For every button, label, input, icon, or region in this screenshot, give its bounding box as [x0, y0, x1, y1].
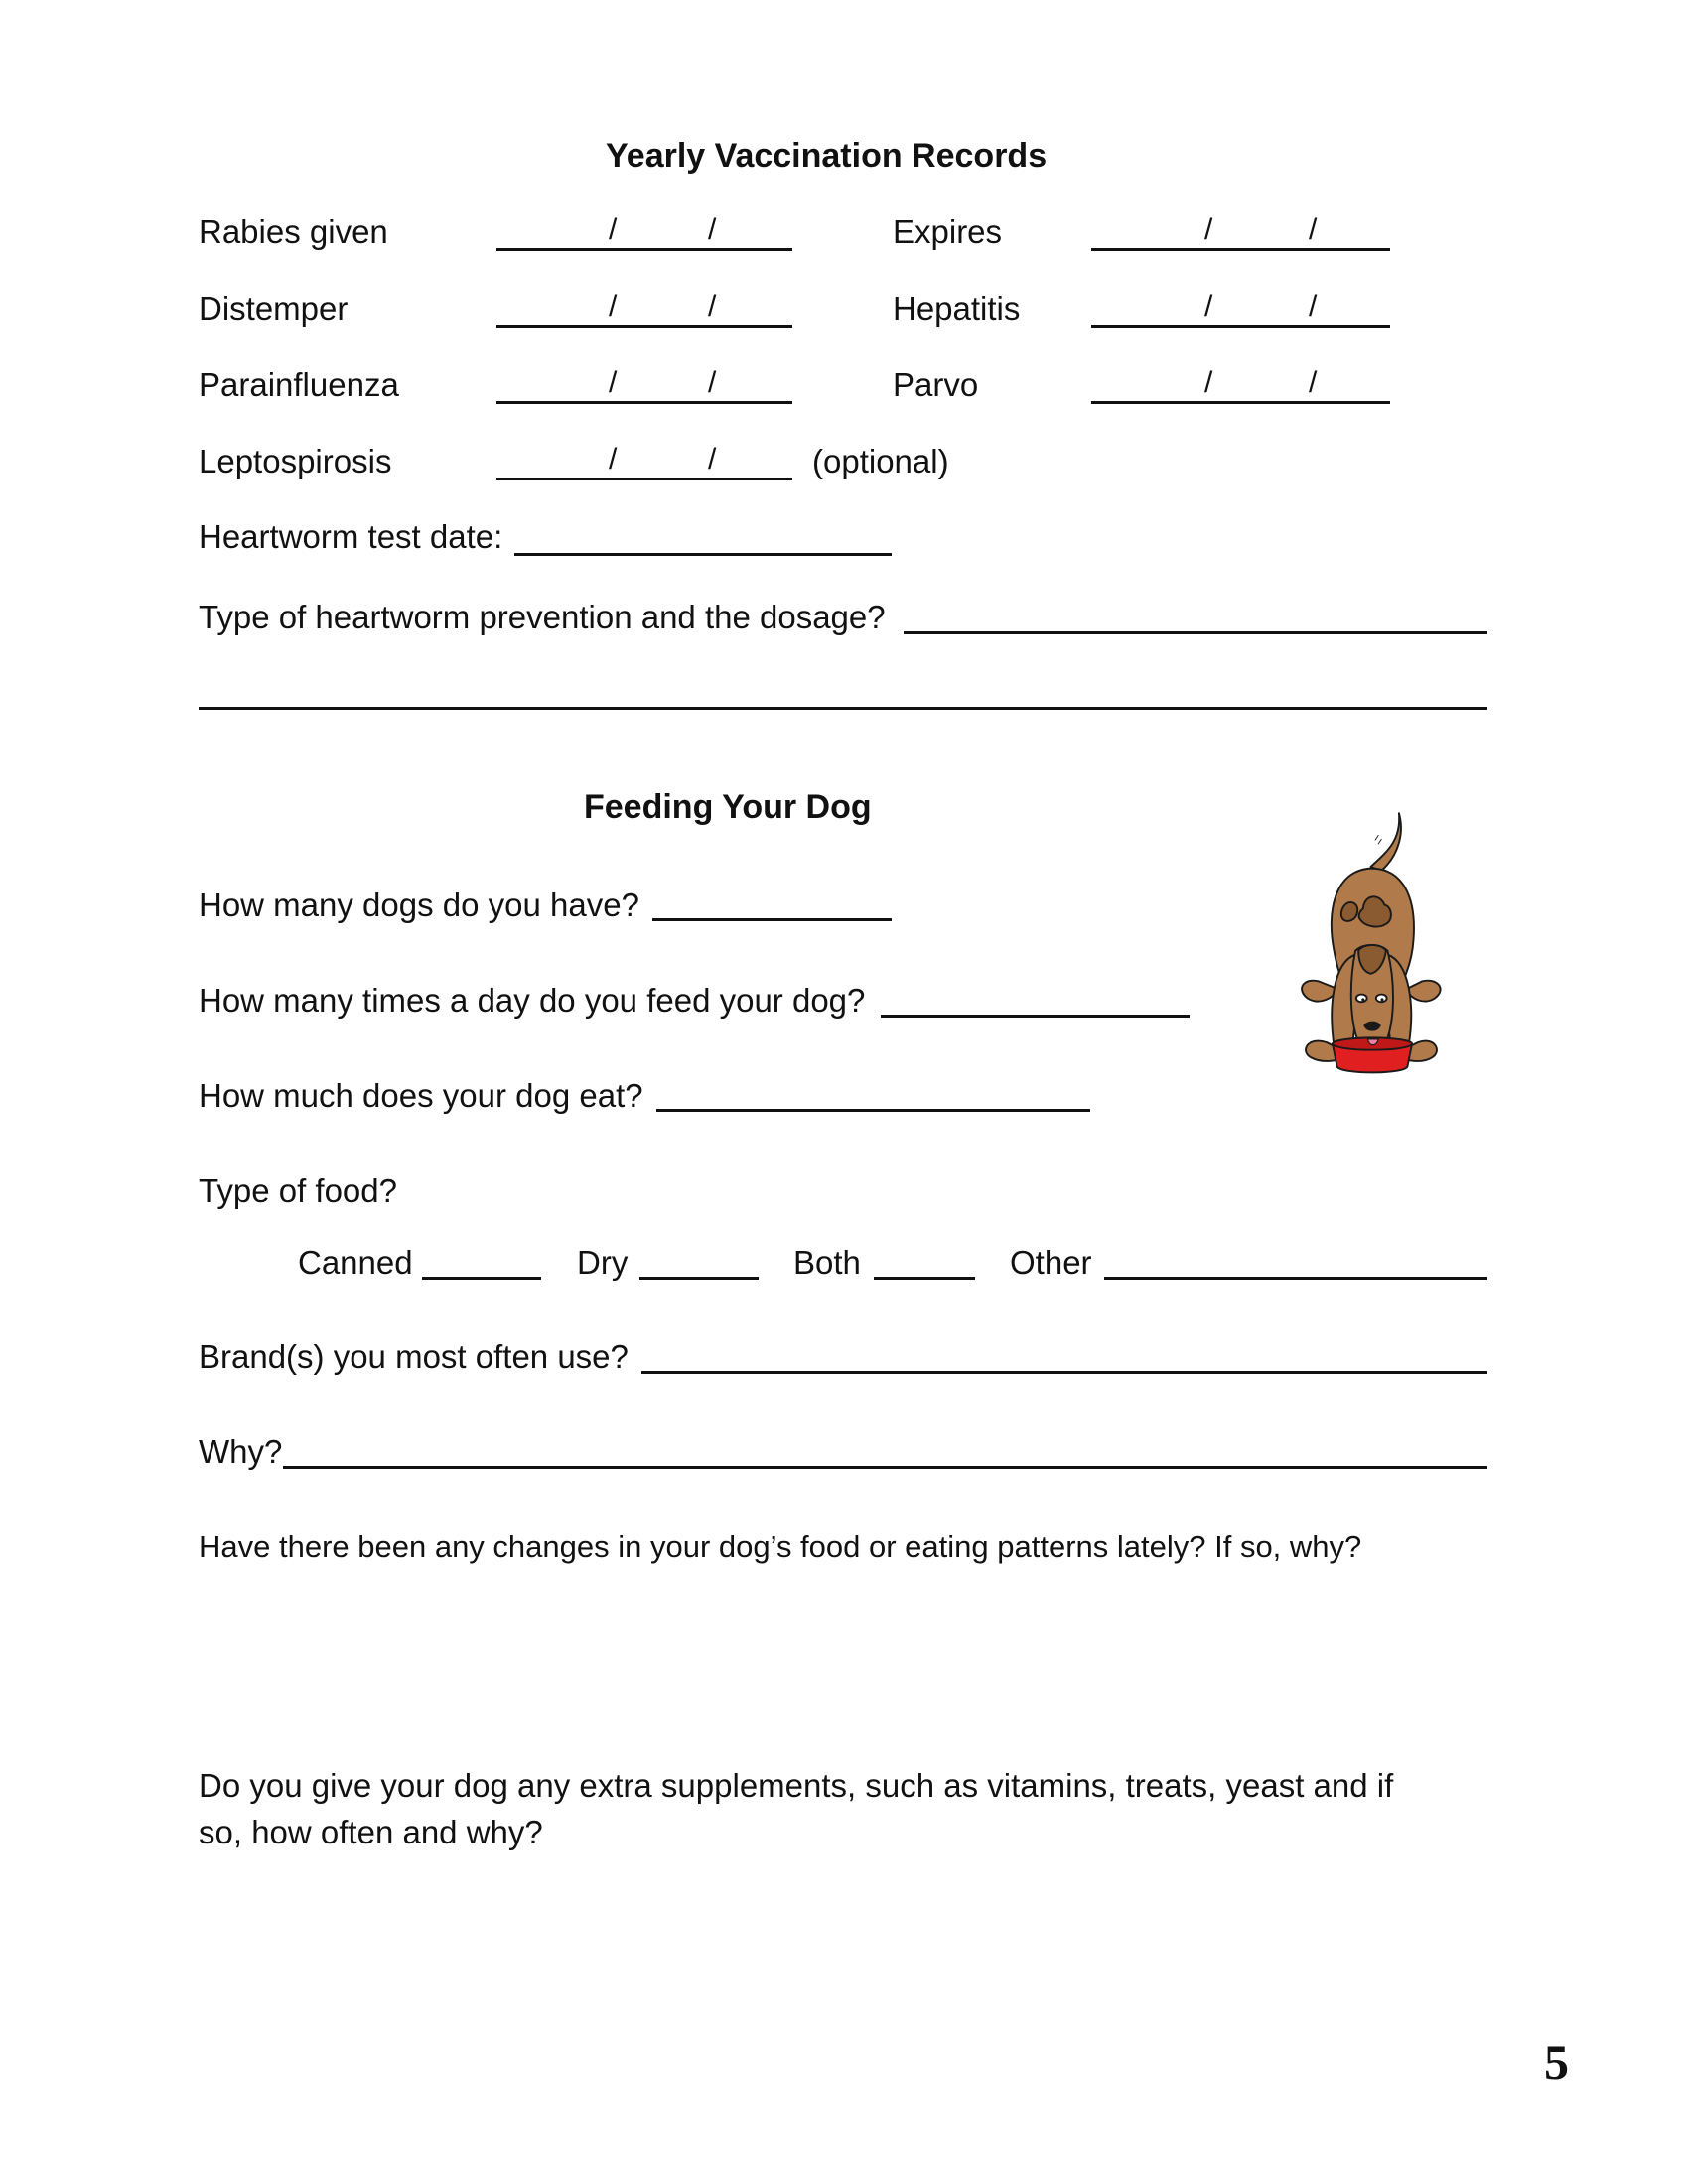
date-slash: / [1204, 213, 1213, 246]
leptospirosis-date-field[interactable] [496, 440, 792, 483]
optional-note: (optional) [812, 443, 949, 479]
vaccination-section-title: Yearly Vaccination Records [606, 137, 1048, 175]
rabies-date-field[interactable] [496, 210, 792, 254]
brand-field[interactable] [641, 1371, 1487, 1374]
date-slash: / [708, 366, 717, 399]
food-type-label: Type of food? [199, 1172, 397, 1209]
distemper-date-underline [496, 325, 792, 328]
parvo-date-underline [1091, 401, 1390, 404]
hepatitis-label: Hepatitis [893, 290, 1021, 327]
heartworm-prevention-label: Type of heartworm prevention and the dosage? [199, 599, 886, 635]
supplements-question-line1: Do you give your dog any extra supplements, such as vitamins, treats, yeast and if [199, 1767, 1394, 1804]
why-field[interactable] [283, 1466, 1487, 1469]
heartworm-prevention-field-continued[interactable] [199, 707, 1487, 710]
why-label: Why? [199, 1433, 283, 1470]
feeding-section-title: Feeding Your Dog [584, 788, 872, 826]
dry-option-field[interactable] [639, 1277, 759, 1280]
amount-field[interactable] [656, 1109, 1090, 1112]
dog-nose [1364, 1023, 1379, 1030]
dry-option-label: Dry [577, 1244, 629, 1281]
date-slash: / [609, 213, 618, 246]
parainfluenza-date-underline [496, 401, 792, 404]
dogs-count-field[interactable] [652, 918, 892, 921]
heartworm-prevention-field[interactable] [904, 631, 1487, 634]
date-slash: / [1309, 366, 1318, 399]
parainfluenza-date-field[interactable] [496, 363, 792, 407]
dog-eating-illustration [1273, 769, 1472, 1117]
changes-answer-area[interactable] [199, 1578, 1487, 1747]
parvo-date-field[interactable] [1091, 363, 1390, 407]
heartworm-test-date-label: Heartworm test date: [199, 518, 503, 555]
both-option-label: Both [793, 1244, 861, 1281]
canned-option-label: Canned [298, 1244, 413, 1281]
expires-date-underline [1091, 248, 1390, 251]
leptospirosis-label: Leptospirosis [199, 443, 392, 479]
date-slash: / [1309, 213, 1318, 246]
parvo-label: Parvo [893, 366, 979, 403]
parainfluenza-label: Parainfluenza [199, 366, 399, 403]
date-slash: / [1309, 290, 1318, 323]
date-slash: / [1204, 366, 1213, 399]
dog-eye-left [1356, 995, 1367, 1003]
hepatitis-date-underline [1091, 325, 1390, 328]
dog-tail [1370, 813, 1400, 871]
rabies-date-underline [496, 248, 792, 251]
times-per-day-field[interactable] [881, 1015, 1190, 1018]
date-slash: / [609, 443, 618, 476]
changes-question: Have there been any changes in your dog’s food or eating patterns lately? If so, why? [199, 1529, 1362, 1564]
expires-date-field[interactable] [1091, 210, 1390, 254]
heartworm-test-date-field[interactable] [514, 553, 892, 556]
brand-label: Brand(s) you most often use? [199, 1338, 629, 1375]
times-per-day-label: How many times a day do you feed your dog? [199, 982, 866, 1019]
date-slash: / [708, 213, 717, 246]
distemper-label: Distemper [199, 290, 349, 327]
amount-label: How much does your dog eat? [199, 1077, 643, 1114]
both-option-field[interactable] [874, 1277, 975, 1280]
date-slash: / [708, 443, 717, 476]
date-slash: / [609, 290, 618, 323]
leptospirosis-date-underline [496, 478, 792, 480]
rabies-label: Rabies given [199, 213, 388, 250]
dog-spot [1341, 902, 1357, 921]
date-slash: / [609, 366, 618, 399]
expires-label: Expires [893, 213, 1003, 250]
canned-option-field[interactable] [422, 1277, 541, 1280]
hepatitis-date-field[interactable] [1091, 287, 1390, 331]
distemper-date-field[interactable] [496, 287, 792, 331]
date-slash: / [1204, 290, 1213, 323]
supplements-question-line2: so, how often and why? [199, 1814, 543, 1850]
page-number: 5 [1544, 2034, 1569, 2090]
date-slash: / [708, 290, 717, 323]
supplements-answer-area[interactable] [199, 1866, 1487, 2025]
other-option-field[interactable] [1104, 1277, 1487, 1280]
dogs-count-label: How many dogs do you have? [199, 887, 639, 923]
tail-wag-marks [1375, 836, 1381, 844]
dog-back-paw-right [1407, 981, 1441, 1002]
other-option-label: Other [1010, 1244, 1092, 1281]
